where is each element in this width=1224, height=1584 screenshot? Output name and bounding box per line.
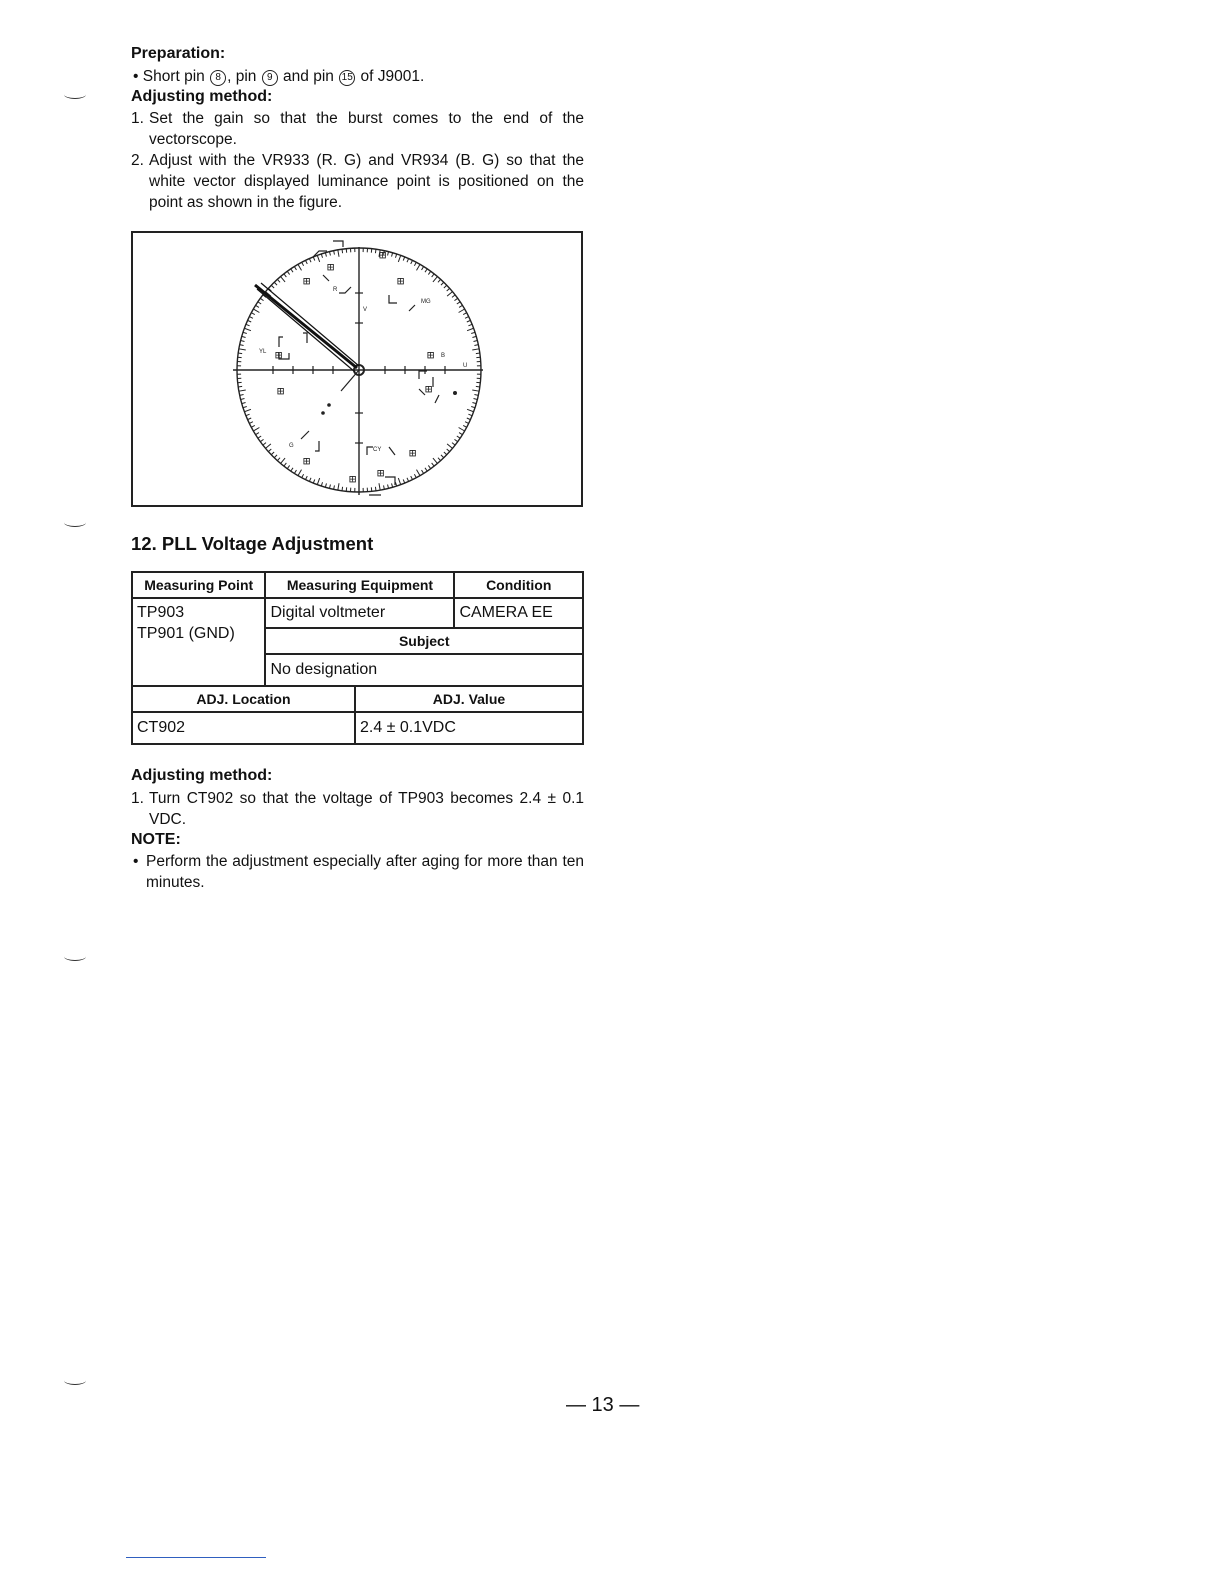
graticule-tick <box>277 279 280 282</box>
graticule-tick <box>338 483 339 490</box>
cell-adj-location: CT902 <box>132 712 355 744</box>
graticule-tick <box>253 309 259 313</box>
graticule-tick <box>253 428 259 432</box>
svg-text:⊞: ⊞ <box>425 382 433 396</box>
cell-measuring-point <box>132 598 265 686</box>
note-item <box>133 851 584 893</box>
section-title: 12. PLL Voltage Adjustment <box>131 533 374 554</box>
graticule-tick <box>284 274 286 277</box>
svg-text:⊞: ⊞ <box>277 384 285 398</box>
graticule-tick <box>444 452 447 455</box>
graticule-tick <box>472 390 479 391</box>
graticule-tick <box>256 433 259 435</box>
graticule-tick <box>249 317 253 319</box>
graticule-tick <box>452 443 455 445</box>
graticule-tick <box>263 443 266 445</box>
graticule-tick <box>239 349 246 350</box>
graticule-tick <box>403 479 404 483</box>
graticule-tick <box>246 414 250 415</box>
graticule-tick <box>452 295 455 297</box>
graticule-tick <box>256 305 259 307</box>
label-v: V <box>363 307 368 313</box>
table-header-row <box>132 572 583 598</box>
adjustment-table <box>131 571 584 745</box>
graticule-tick <box>459 309 465 313</box>
graticule-tick <box>432 274 434 277</box>
graticule-tick <box>465 317 469 319</box>
label-r: R <box>333 287 338 293</box>
margin-mark <box>64 1376 86 1385</box>
graticule-tick <box>325 483 326 487</box>
graticule-tick <box>411 260 413 264</box>
graticule-tick <box>432 463 434 466</box>
graticule-tick <box>388 252 389 256</box>
svg-text:⊞: ⊞ <box>275 348 283 362</box>
graticule-tick <box>428 465 430 468</box>
graticule-tick <box>468 324 472 325</box>
graticule-tick <box>388 484 389 488</box>
graticule-tick <box>474 395 478 396</box>
graticule-tick <box>243 406 247 407</box>
header-adj-value: ADJ. Value <box>355 686 583 712</box>
graticule-tick <box>441 282 444 285</box>
graticule-tick <box>246 324 250 325</box>
graticule-tick <box>284 463 286 466</box>
graticule-tick <box>243 332 247 333</box>
graticule-tick <box>294 470 296 473</box>
step-number: 2. <box>131 152 144 169</box>
graticule-tick <box>317 255 319 262</box>
graticule-tick <box>258 302 261 304</box>
graticule-tick <box>447 292 452 296</box>
step-text: Adjust with the VR933 (R. G) and VR934 (B. G) so that the white vector displayed luminance point is positioned on the point as shown in the figure. <box>149 152 584 211</box>
graticule-tick <box>298 264 302 270</box>
measuring-point-2: TP901 (GND) <box>137 625 235 642</box>
graticule-tick <box>334 251 335 255</box>
graticule-tick <box>248 320 252 322</box>
graticule-tick <box>321 254 322 258</box>
vector-line <box>341 370 359 391</box>
label-yl: YL <box>259 349 267 355</box>
graticule-tick <box>294 267 296 270</box>
header-adj-location: ADJ. Location <box>132 686 355 712</box>
graticule-tick <box>309 259 311 263</box>
graticule-tick <box>281 277 285 282</box>
graticule-tick <box>242 403 246 404</box>
graticule-tick <box>473 340 477 341</box>
pin-15-badge: 15 <box>339 70 355 86</box>
graticule-tick <box>392 483 393 487</box>
graticule-tick <box>244 409 251 411</box>
adjusting-method-heading-2: Adjusting method: <box>131 767 273 784</box>
graticule-tick <box>274 282 277 285</box>
graticule-tick <box>334 485 335 489</box>
graticule-tick <box>375 487 376 491</box>
graticule-tick <box>463 425 467 427</box>
graticule-tick <box>398 478 400 485</box>
graticule-tick <box>251 425 255 427</box>
graticule-tick <box>433 458 437 463</box>
preparation-suffix: of J9001. <box>360 68 425 85</box>
margin-mark <box>64 90 86 99</box>
graticule-tick <box>433 277 437 282</box>
graticule-tick <box>329 252 330 256</box>
pin-8-badge: 8 <box>210 70 226 86</box>
graticule-tick <box>414 262 416 266</box>
graticule-tick <box>238 353 242 354</box>
header-measuring-point: Measuring Point <box>132 572 265 598</box>
graticule-tick <box>238 386 242 387</box>
svg-text:⊞: ⊞ <box>303 274 311 288</box>
graticule-tick <box>277 458 280 461</box>
note-heading: NOTE: <box>131 831 181 848</box>
graticule-tick <box>287 465 289 468</box>
graticule-tick <box>459 428 465 432</box>
preparation-heading: Preparation: <box>131 45 226 62</box>
preparation-sep1: , pin <box>227 68 257 85</box>
graticule-tick <box>467 409 474 411</box>
graticule-tick <box>260 439 263 441</box>
graticule-tick <box>240 345 244 346</box>
graticule-tick <box>244 328 251 330</box>
step-text: Set the gain so that the burst comes to the end of the vectorscope. <box>149 110 584 148</box>
margin-mark <box>64 952 86 961</box>
adjusting-step-1 <box>131 108 584 150</box>
table-row <box>132 598 583 628</box>
graticule-tick <box>317 478 319 485</box>
graticule-tick <box>274 455 277 458</box>
svg-text:⊞: ⊞ <box>397 274 405 288</box>
graticule-tick <box>471 332 475 333</box>
graticule-tick <box>321 482 322 486</box>
graticule-tick <box>472 349 479 350</box>
label-mg: MG <box>421 299 431 305</box>
luminance-dot <box>321 411 325 415</box>
graticule-tick <box>457 302 460 304</box>
graticule-tick <box>398 255 400 262</box>
label-u: U <box>463 363 468 369</box>
graticule-tick <box>309 478 311 482</box>
vectorscope-graticule <box>133 233 581 505</box>
graticule-tick <box>411 476 413 480</box>
graticule-tick <box>248 418 252 420</box>
graticule-tick <box>302 262 304 266</box>
cell-condition: CAMERA EE <box>454 598 583 628</box>
header-condition: Condition <box>454 572 583 598</box>
table-header-row <box>132 686 583 712</box>
graticule-tick <box>258 436 261 438</box>
graticule-tick <box>447 288 450 291</box>
graticule-tick <box>457 436 460 438</box>
graticule-tick <box>338 250 339 257</box>
graticule-tick <box>425 468 427 471</box>
graticule-tick <box>251 313 255 315</box>
measuring-point-1: TP903 <box>137 604 185 621</box>
margin-mark <box>64 518 86 527</box>
luminance-dot <box>327 403 331 407</box>
adjusting-step-1b <box>131 788 584 830</box>
step-number: 1. <box>131 110 144 127</box>
graticule-tick <box>266 444 271 448</box>
graticule-tick <box>260 298 263 300</box>
graticule-tick <box>459 433 462 435</box>
graticule-tick <box>379 483 380 490</box>
adjusting-step-2 <box>131 150 584 213</box>
graticule-tick <box>438 458 441 461</box>
burst-vector <box>255 283 359 372</box>
graticule-tick <box>342 487 343 491</box>
graticule-tick <box>454 439 457 441</box>
graticule-tick <box>476 386 480 387</box>
graticule-tick <box>417 264 421 270</box>
svg-text:⊞: ⊞ <box>379 248 387 262</box>
graticule-tick <box>395 482 396 486</box>
cell-subject: No designation <box>265 654 583 686</box>
page-number: — 13 — <box>566 1394 640 1416</box>
graticule-tick <box>425 269 427 272</box>
graticule-tick <box>271 452 274 455</box>
graticule-tick <box>392 253 393 257</box>
graticule-tick <box>291 269 293 272</box>
vectorscope-figure <box>131 231 583 507</box>
graticule-tick <box>242 336 246 337</box>
graticule-tick <box>302 474 304 478</box>
note-bullet: • <box>133 853 139 870</box>
graticule-tick <box>447 449 450 452</box>
svg-text:⊞: ⊞ <box>327 260 335 274</box>
note-text: Perform the adjustment especially after aging for more than ten minutes. <box>146 853 584 891</box>
graticule-tick <box>438 279 441 282</box>
label-g: G <box>289 443 294 449</box>
footer-rule <box>126 1557 266 1558</box>
preparation-prefix: • Short pin <box>133 68 205 85</box>
graticule-tick <box>463 313 467 315</box>
graticule-tick <box>476 353 480 354</box>
graticule-tick <box>459 305 462 307</box>
graticule-tick <box>342 249 343 253</box>
graticule-tick <box>414 474 416 478</box>
graticule-tick <box>287 271 289 274</box>
step-number: 1. <box>131 790 144 807</box>
graticule-tick <box>474 345 478 346</box>
step-text: Turn CT902 so that the voltage of TP903 becomes 2.4 ± 0.1 VDC. <box>149 790 584 828</box>
graticule-tick <box>375 249 376 253</box>
luminance-dot <box>453 391 457 395</box>
graticule-tick <box>417 470 421 476</box>
preparation-sep2: and pin <box>283 68 334 85</box>
graticule-tick <box>473 399 477 400</box>
header-measuring-equipment: Measuring Equipment <box>265 572 454 598</box>
graticule-tick <box>472 336 476 337</box>
graticule-tick <box>239 390 246 391</box>
graticule-tick <box>467 418 471 420</box>
cell-measuring-equipment: Digital voltmeter <box>265 598 454 628</box>
graticule-tick <box>249 422 253 424</box>
graticule-tick <box>471 406 475 407</box>
graticule-tick <box>329 484 330 488</box>
graticule-tick <box>444 285 447 288</box>
graticule-tick <box>268 449 271 452</box>
graticule-tick <box>240 395 244 396</box>
svg-text:⊞: ⊞ <box>427 348 435 362</box>
graticule-tick <box>325 253 326 257</box>
graticule-tick <box>467 320 471 322</box>
svg-text:⊞: ⊞ <box>303 454 311 468</box>
label-cy: CY <box>373 447 382 453</box>
svg-text:⊞: ⊞ <box>377 466 385 480</box>
graticule-tick <box>447 444 452 448</box>
graticule-tick <box>465 422 469 424</box>
header-subject: Subject <box>265 628 583 654</box>
table-row <box>132 712 583 744</box>
graticule-tick <box>313 257 314 261</box>
graticule-tick <box>468 414 472 415</box>
graticule-tick <box>384 485 385 489</box>
adjusting-method-heading: Adjusting method: <box>131 88 273 105</box>
graticule-tick <box>395 254 396 258</box>
graticule-tick <box>306 476 308 480</box>
graticule-tick <box>313 479 314 483</box>
label-b: B <box>441 353 446 359</box>
graticule-tick <box>454 298 457 300</box>
graticule-tick <box>403 257 404 261</box>
cell-adj-value: 2.4 ± 0.1VDC <box>355 712 583 744</box>
graticule-tick <box>271 285 274 288</box>
svg-text:⊞: ⊞ <box>349 472 357 486</box>
preparation-line <box>133 66 424 87</box>
graticule-tick <box>467 328 474 330</box>
graticule-tick <box>291 468 293 471</box>
svg-text:⊞: ⊞ <box>409 446 417 460</box>
graticule-tick <box>422 470 424 473</box>
graticule-tick <box>441 455 444 458</box>
graticule-tick <box>407 259 409 263</box>
graticule-tick <box>298 470 302 476</box>
graticule-tick <box>241 399 245 400</box>
graticule-tick <box>472 403 476 404</box>
graticule-tick <box>241 340 245 341</box>
graticule-tick <box>422 267 424 270</box>
pin-9-badge: 9 <box>262 70 278 86</box>
graticule-tick <box>428 271 430 274</box>
graticule-tick <box>306 260 308 264</box>
graticule-tick <box>407 478 409 482</box>
graticule-tick <box>281 458 285 463</box>
